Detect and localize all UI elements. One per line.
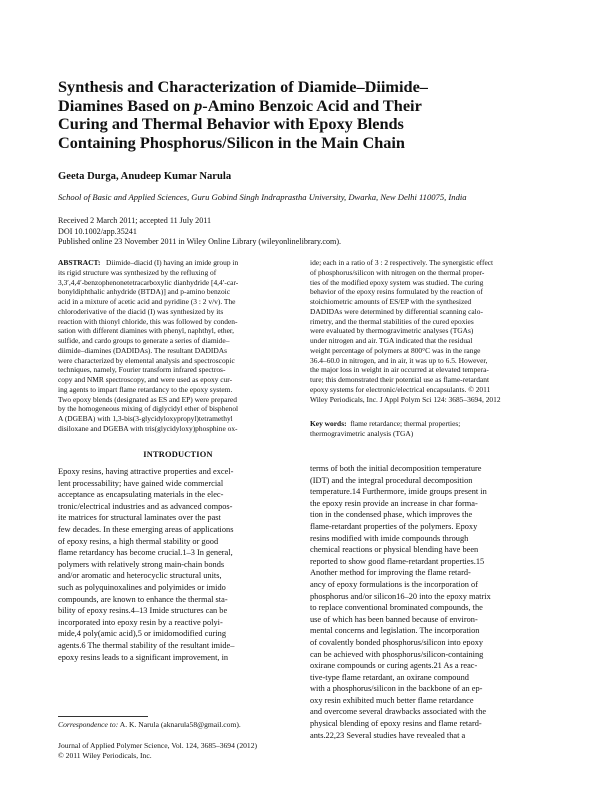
published-online: Published online 23 November 2011 in Wiley Online Library (wileyonlinelibrary.com). (58, 237, 342, 247)
body-line: of epoxy resins, a high thermal stability or good (58, 536, 219, 546)
abstract-line: its rigid structure was synthesized by the refluxing of (58, 267, 217, 277)
correspondence-label: Correspondence to: (58, 720, 119, 729)
abstract-line: 36.4–60.0 in nitrogen, and in air, it was up to 6.5. However, (310, 355, 488, 365)
body-line: agents.6 The thermal stability of the resultant imide– (58, 640, 235, 650)
article-title (58, 78, 558, 152)
title-italic-prefix: p (194, 95, 203, 115)
keywords-label: Key words: (310, 419, 347, 428)
body-line: ants.22,23 Several studies have revealed that a (310, 730, 466, 740)
abstract-line: behavior of the epoxy resins formulated by the reaction of (310, 287, 483, 297)
abstract-line: ide; each in a ratio of 3 : 2 respectively. The synergistic effect (310, 258, 494, 267)
body-line: few decades. In these emerging areas of applications (58, 524, 234, 534)
title-line: Curing and Thermal Behavior with Epoxy Blends (58, 114, 404, 134)
body-line: temperature.14 Furthermore, imide groups present in (310, 487, 487, 497)
body-line: phosphorus and/or silicon16–20 into the epoxy matrix (310, 591, 491, 601)
abstract-line: stoichiometric amounts of ES/EP with the synthesized (310, 297, 472, 306)
title-line: Synthesis and Characterization of Diamide–Diimide– (58, 77, 428, 96)
correspondence-footnote (58, 720, 241, 729)
abstract-line: the major loss in weight in air occurred at elevated tempera- (310, 365, 489, 375)
title-line: Diamines Based on p-Amino Benzoic Acid and Their (58, 95, 422, 115)
affiliation: School of Basic and Applied Sciences, Guru Gobind Singh Indraprastha University, Dwarka, New Delhi 110075, India (58, 192, 467, 202)
body-line: the epoxy resin provide an increase in char forma- (310, 498, 478, 508)
body-line: and overcome several drawbacks associated with the (310, 707, 487, 717)
abstract-line: Two epoxy blends (designated as ES and EP) were prepared (58, 394, 237, 404)
correspondence-contact[interactable]: A. K. Narula (aknarula58@gmail.com). (118, 720, 241, 729)
body-line: of covalently bonded phosphorus/silicon into epoxy (310, 637, 484, 647)
keywords (310, 419, 550, 439)
body-line: physical blending of epoxy resins and flame retard- (310, 719, 482, 729)
abstract-line: were evaluated by thermogravimetric analyses (TGAs) (310, 326, 474, 336)
abstract-line: by the homogeneous mixing of diglycidyl ether of bisphenol (58, 404, 239, 414)
body-line: can be achieved with phosphorus/silicon-containing (310, 649, 484, 659)
body-line: mental concerns and legislation. The incorporation (310, 626, 480, 636)
section-heading-introduction: INTRODUCTION (143, 450, 213, 459)
body-line: terms of both the initial decomposition temperature (310, 464, 482, 473)
abstract-line: were characterized by elemental analysis and spectroscopic (58, 355, 235, 365)
abstract-line: sation with different diamines with phenyl, naphthyl, ether, (58, 326, 234, 336)
abstract-line: ABSTRACT: Diimide–diacid (I) having an imide group in (58, 258, 239, 267)
abstract-line: diimide–diamines (DADIDAs). The resultant DADIDAs (58, 345, 228, 355)
journal-info: Journal of Applied Polymer Science, Vol. 124, 3685–3694 (2012) (58, 741, 258, 750)
abstract-line: rimetry, and the thermal stabilities of the cured epoxies (310, 316, 474, 326)
abstract-line: DADIDAs were determined by differential scanning calo- (310, 306, 483, 316)
abstract-line: under nitrogen and air. TGA indicated that the residual (310, 336, 473, 345)
abstract-line: of phosphorus/silicon with nitrogen on the thermal proper- (310, 267, 485, 277)
body-line: flame retardancy has become crucial.1–3 In general, (58, 548, 233, 558)
journal-citation (58, 741, 257, 761)
abstract-line: Wiley Periodicals, Inc. J Appl Polym Sci 124: 3685–3694, 2012 (310, 394, 501, 404)
body-line: incorporated into epoxy resin by a reactive polyi- (58, 617, 223, 627)
doi[interactable]: DOI 10.1002/app.35241 (58, 226, 137, 236)
body-line: lent processability; have gained wide commercial (58, 478, 224, 488)
body-line: Another method for improving the flame retard- (310, 568, 471, 578)
abstract-line: weight percentage of polymers at 800°C was in the range (310, 345, 481, 355)
abstract-line: disiloxane and DGEBA with tris(glycidyloxy)phosphine ox- (58, 423, 238, 433)
abstract-right-column (310, 258, 550, 404)
title-line: Containing Phosphorus/Silicon in the Main Chain (58, 132, 405, 152)
body-line: resins modified with imide compounds through (310, 533, 469, 543)
abstract-label: ABSTRACT: (58, 258, 101, 267)
body-line: mide,4 poly(amic acid),5 or imidomodified curing (58, 629, 226, 639)
body-line: and/or aromatic and heterocyclic structural units, (58, 571, 222, 581)
body-line: with a phosphorus/silicon in the backbone of an ep- (310, 684, 483, 694)
body-line: oxirane compounds or curing agents.21 As a reac- (310, 661, 478, 671)
body-line: compounds, are known to enhance the thermal sta- (58, 594, 228, 604)
body-line: tion in the condensed phase, which improves the (310, 510, 473, 520)
abstract-line: techniques, namely, Fourier transform infrared spectros- (58, 365, 226, 375)
body-left-column (58, 466, 298, 663)
body-line: polymers with relatively strong main-chain bonds (58, 559, 225, 569)
abstract-line: ture; this demonstrated their potential use as flame-retardant (310, 375, 490, 384)
body-line: acceptance as encapsulating materials in the elec- (58, 490, 224, 500)
footnote-divider (58, 716, 148, 717)
body-line: ite matrices for structural laminates over the past (58, 513, 221, 523)
body-line: tive-type flame retardant, an oxirane compound (310, 672, 469, 682)
body-line: chemical reactions or physical blending have been (310, 545, 479, 555)
received-date: Received 2 March 2011; accepted 11 July 2011 (58, 216, 212, 225)
abstract-line: ties of the modified epoxy system was studied. The curing (310, 277, 484, 287)
body-line: Epoxy resins, having attractive properties and excel- (58, 467, 234, 476)
keywords-line: Key words: flame retardance; thermal properties; (310, 419, 461, 428)
abstract-line: 3,3′,4,4′-benzophenonetetracarboxylic dianhydride [4,4′-car- (58, 277, 239, 287)
body-line: use of which has been banned because of environ- (310, 614, 478, 624)
body-line: reported to show good flame-retardant properties.15 (310, 556, 485, 566)
body-line: flame-retardant properties of the polymers. Epoxy (310, 521, 478, 531)
abstract-line: A (DGEBA) with 1,3-bis(3-glycidyloxypropyl)tetramethyl (58, 414, 233, 423)
body-line: such as polyquinoxalines and polyimides or imido (58, 582, 226, 592)
publication-dates (58, 216, 341, 248)
body-line: oxy resin exhibited much better flame retardance (310, 695, 474, 705)
body-line: (IDT) and the integral procedural decomposition (310, 475, 473, 485)
body-line: to replace conventional brominated compounds, the (310, 603, 483, 613)
copyright: © 2011 Wiley Periodicals, Inc. (58, 750, 152, 760)
abstract-line: epoxy systems for electronic/electrical encapsulants. © 2011 (310, 384, 491, 394)
abstract-line: sulfide, and cardo groups to generate a series of diamide– (58, 336, 230, 345)
author-list: Geeta Durga, Anudeep Kumar Narula (58, 171, 232, 182)
body-right-column (310, 463, 550, 741)
abstract-line: chloroderivative of the diacid (I) was synthesized by its (58, 306, 224, 316)
abstract-line: bonyldiphthalic anhydride (BTDA)] and p-amino benzoic (58, 287, 231, 297)
abstract-line: reaction with thionyl chloride, this was followed by conden- (58, 316, 238, 326)
body-line: ancy of epoxy formulations is the incorporation of (310, 579, 478, 589)
abstract-line: copy and NMR spectroscopy, and were used as epoxy cur- (58, 375, 233, 384)
body-line: epoxy resins leads to a significant improvement, in (58, 652, 229, 662)
body-line: tronic/electrical industries and as advanced compos- (58, 501, 233, 511)
abstract-line: ing agents to impart flame retardancy to the epoxy system. (58, 384, 233, 394)
body-line: bility of epoxy resins.4–13 Imide structures can be (58, 606, 228, 616)
keywords-line: thermogravimetric analysis (TGA) (310, 428, 414, 438)
abstract-left-column (58, 258, 296, 434)
abstract-line: acid in a mixture of acetic acid and pyridine (3 : 2 v/v). The (58, 297, 236, 306)
